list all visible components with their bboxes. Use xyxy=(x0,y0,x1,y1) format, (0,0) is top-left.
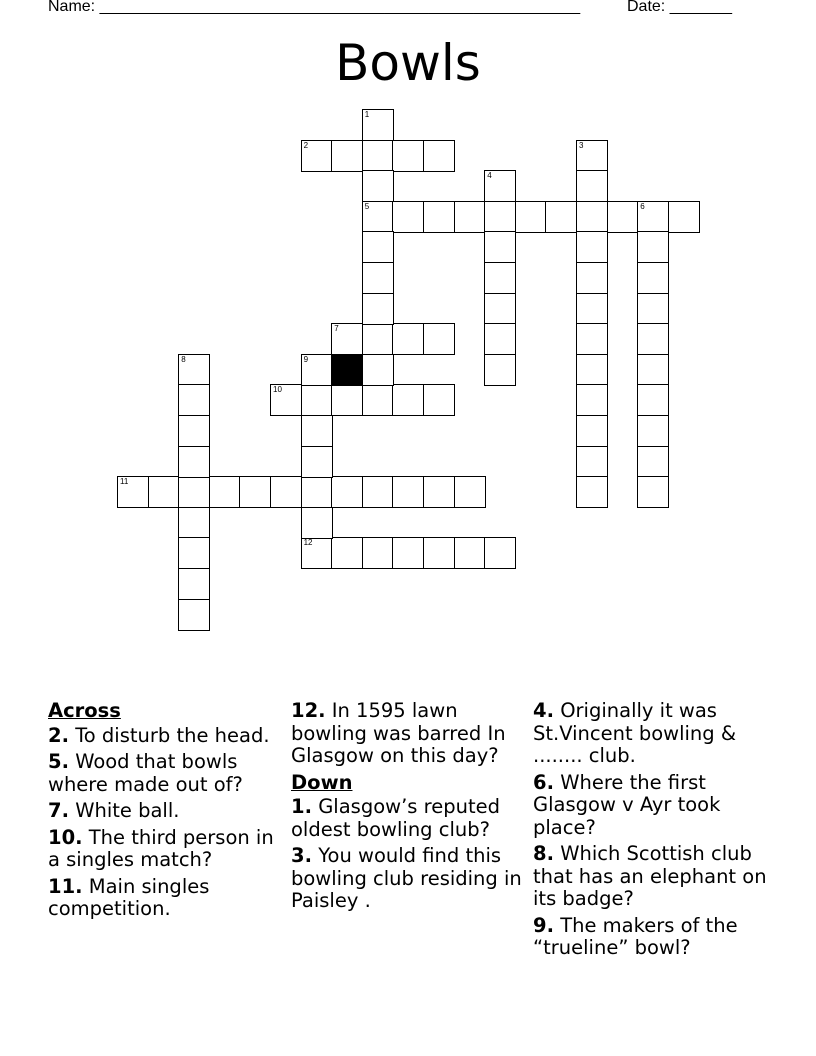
grid-cell[interactable] xyxy=(637,201,669,233)
grid-cell[interactable] xyxy=(576,201,608,233)
grid-cell[interactable] xyxy=(637,293,669,325)
grid-cell[interactable] xyxy=(362,293,394,325)
clue-down-6: 6. Where the first Glasgow v Ayr took place? xyxy=(533,770,721,839)
grid-cell[interactable] xyxy=(423,537,455,569)
clue-down-3: 3. You would find this bowling club residing in Paisley . xyxy=(291,844,522,912)
clue-number: 2 xyxy=(303,140,309,150)
grid-cell[interactable] xyxy=(576,446,608,478)
grid-cell[interactable] xyxy=(331,140,363,172)
grid-cell[interactable] xyxy=(270,384,302,416)
grid-cell[interactable] xyxy=(484,323,516,355)
grid-cell[interactable] xyxy=(484,201,516,233)
grid-cell[interactable] xyxy=(423,384,455,416)
grid-cell[interactable] xyxy=(362,140,394,172)
clue-across-12: 12. In 1595 lawn bowling was barred In Glasgow on this day? xyxy=(291,699,506,767)
grid-cell[interactable] xyxy=(362,201,394,233)
grid-cell[interactable] xyxy=(178,537,210,569)
grid-cell[interactable] xyxy=(331,323,363,355)
grid-cell[interactable] xyxy=(301,354,333,386)
grid-cell[interactable] xyxy=(576,293,608,325)
grid-cell[interactable] xyxy=(331,384,363,416)
grid-cell[interactable] xyxy=(423,140,455,172)
clue-across-5: 5. Wood that bowls where made out of? xyxy=(48,750,243,796)
name-line: ______________________________________________________ xyxy=(99,0,581,15)
grid-cell[interactable] xyxy=(392,201,424,233)
grid-cell[interactable] xyxy=(178,415,210,447)
grid-cell[interactable] xyxy=(576,354,608,386)
clue-number: 8 xyxy=(181,354,186,364)
grid-cell[interactable] xyxy=(362,170,394,202)
grid-cell[interactable] xyxy=(331,537,363,569)
grid-cell[interactable] xyxy=(178,568,210,600)
date-line: _______ xyxy=(669,0,732,15)
grid-cell[interactable] xyxy=(301,140,333,172)
blocked-cell xyxy=(331,354,363,386)
clue-number: 12 xyxy=(303,538,313,548)
grid-cell[interactable] xyxy=(362,354,394,386)
grid-cell[interactable] xyxy=(362,476,394,508)
clue-down-8: 8. Which Scottish club that has an elephant on its badge? xyxy=(533,842,767,910)
grid-cell[interactable] xyxy=(362,537,394,569)
grid-cell[interactable] xyxy=(178,384,210,416)
clue-number: 11 xyxy=(120,477,129,487)
grid-cell[interactable] xyxy=(301,384,333,416)
grid-cell[interactable] xyxy=(270,476,302,508)
grid-cell[interactable] xyxy=(392,384,424,416)
clue-across-7: 7. White ball. xyxy=(48,799,180,822)
grid-cell[interactable] xyxy=(301,415,333,447)
grid-cell[interactable] xyxy=(637,384,669,416)
grid-cell[interactable] xyxy=(392,140,424,172)
clue-number: 10 xyxy=(273,385,282,395)
clue-column-3 xyxy=(533,700,773,964)
grid-cell[interactable] xyxy=(484,537,516,569)
clue-number: 5 xyxy=(364,201,370,211)
grid-cell[interactable] xyxy=(484,262,516,294)
grid-cell[interactable] xyxy=(209,476,241,508)
grid-cell[interactable] xyxy=(484,354,516,386)
grid-cell[interactable] xyxy=(454,476,486,508)
clue-column-1 xyxy=(48,700,288,925)
grid-cell[interactable] xyxy=(637,354,669,386)
grid-cell[interactable] xyxy=(637,323,669,355)
clue-number: 6 xyxy=(640,201,645,211)
down-heading: Down xyxy=(291,770,353,794)
clue-column-2 xyxy=(291,700,531,917)
grid-cell[interactable] xyxy=(423,323,455,355)
clue-across-11: 11. Main singles competition. xyxy=(48,874,210,920)
grid-cell[interactable] xyxy=(362,231,394,263)
grid-cell[interactable] xyxy=(637,415,669,447)
grid-cell[interactable] xyxy=(392,476,424,508)
grid-cell[interactable] xyxy=(515,201,547,233)
clue-number: 7 xyxy=(334,324,339,334)
grid-cell[interactable] xyxy=(484,170,516,202)
grid-cell[interactable] xyxy=(178,599,210,631)
grid-cell[interactable] xyxy=(362,262,394,294)
grid-cell[interactable] xyxy=(301,537,333,569)
grid-cell[interactable] xyxy=(301,476,333,508)
grid-cell[interactable] xyxy=(637,262,669,294)
grid-cell[interactable] xyxy=(301,507,333,539)
grid-cell[interactable] xyxy=(392,537,424,569)
grid-cell[interactable] xyxy=(668,201,700,233)
grid-cell[interactable] xyxy=(637,231,669,263)
grid-cell[interactable] xyxy=(331,476,363,508)
clue-across-10: 10. The third person in a singles match? xyxy=(48,825,274,871)
clue-across-2: 2. To disturb the head. xyxy=(48,723,270,747)
grid-cell[interactable] xyxy=(576,415,608,447)
grid-cell[interactable] xyxy=(178,507,210,539)
grid-cell[interactable] xyxy=(301,446,333,478)
grid-cell[interactable] xyxy=(637,446,669,478)
grid-cell[interactable] xyxy=(576,170,608,202)
grid-cell[interactable] xyxy=(576,384,608,416)
clue-down-4: 4. Originally it was St.Vincent bowling & ........ club. xyxy=(533,699,737,767)
grid-cell[interactable] xyxy=(454,537,486,569)
grid-cell[interactable] xyxy=(178,354,210,386)
grid-cell[interactable] xyxy=(576,231,608,263)
grid-cell[interactable] xyxy=(362,109,394,141)
grid-cell[interactable] xyxy=(423,201,455,233)
grid-cell[interactable] xyxy=(637,476,669,508)
date-label: Date: xyxy=(627,0,666,15)
grid-cell[interactable] xyxy=(454,201,486,233)
grid-cell[interactable] xyxy=(178,446,210,478)
grid-cell[interactable] xyxy=(484,293,516,325)
grid-cell[interactable] xyxy=(362,323,394,355)
across-heading: Across xyxy=(48,699,121,722)
clue-number: 3 xyxy=(579,140,584,150)
grid-cell[interactable] xyxy=(576,140,608,172)
grid-cell[interactable] xyxy=(576,323,608,355)
page-title: Bowls xyxy=(335,34,481,92)
grid-cell[interactable] xyxy=(545,201,577,233)
grid-cell[interactable] xyxy=(178,476,210,508)
grid-cell[interactable] xyxy=(392,323,424,355)
grid-cell[interactable] xyxy=(576,262,608,294)
clue-number: 1 xyxy=(364,110,370,119)
grid-cell[interactable] xyxy=(239,476,271,508)
grid-cell[interactable] xyxy=(423,476,455,508)
grid-cell[interactable] xyxy=(117,476,149,508)
clue-down-1: 1. Glasgow’s reputed oldest bowling club? xyxy=(291,795,500,841)
clue-number: 9 xyxy=(303,354,309,364)
name-label: Name: xyxy=(48,0,96,15)
grid-cell[interactable] xyxy=(576,476,608,508)
grid-cell[interactable] xyxy=(148,476,180,508)
grid-cell[interactable] xyxy=(607,201,639,233)
clue-number: 4 xyxy=(487,171,492,181)
grid-cell[interactable] xyxy=(484,231,516,263)
clue-down-9: 9. The makers of the “trueline” bowl? xyxy=(533,913,738,959)
grid-cell[interactable] xyxy=(362,384,394,416)
